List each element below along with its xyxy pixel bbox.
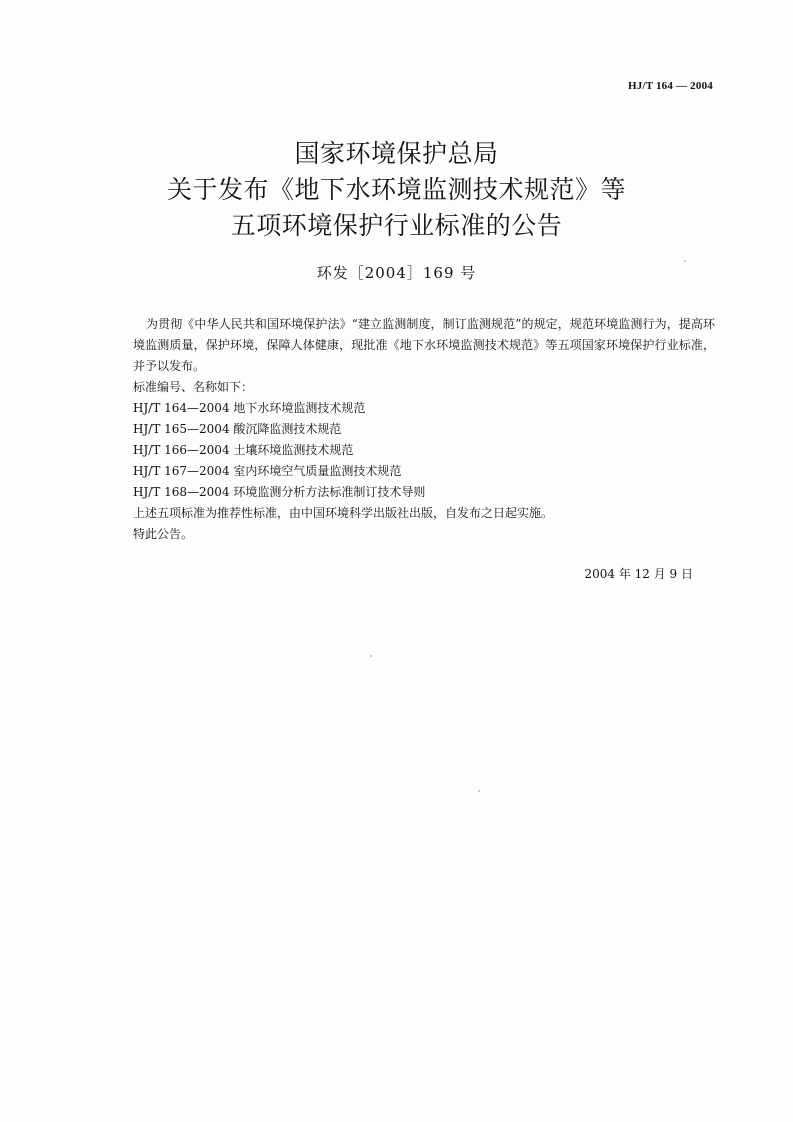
standard-item: HJ/T 168—2004 环境监测分析方法标准制订技术导则: [133, 485, 426, 499]
implementation-note: 上述五项标准为推荐性标准，由中国环境科学出版社出版，自发布之日起实施。: [133, 506, 554, 520]
closing-statement: 特此公告。: [133, 527, 194, 541]
title-line-3: 五项环境保护行业标准的公告: [230, 211, 563, 240]
scan-speck: [478, 790, 480, 792]
announcement-title: [0, 136, 793, 244]
standards-list: [133, 398, 715, 503]
title-line-1: 国家环境保护总局: [294, 139, 499, 168]
issue-number: 环发［2004］169 号: [316, 264, 477, 282]
standards-list-label: 标准编号、名称如下：: [133, 380, 254, 394]
document-code: HJ/T 164 — 2004: [627, 80, 713, 92]
corner-mark: [0, 0, 8, 4]
standard-item: HJ/T 166—2004 土壤环境监测技术规范: [133, 443, 354, 457]
scan-speck: [684, 260, 686, 262]
standard-item: HJ/T 167—2004 室内环境空气质量监测技术规范: [133, 464, 402, 478]
standard-item: HJ/T 164—2004 地下水环境监测技术规范: [133, 401, 366, 415]
intro-paragraph: 为贯彻《中华人民共和国环境保护法》“建立监测制度，制订监测规范”的规定，规范环境监测行为，提高环境监测质量，保护环境，保障人体健康，现批准《地下水环境监测技术规范》等五项国家环境保护行业标准，并予以发布。: [133, 317, 715, 373]
issue-date: 2004 年 12 月 9 日: [584, 567, 693, 581]
announcement-body: [133, 314, 715, 545]
standard-item: HJ/T 165—2004 酸沉降监测技术规范: [133, 422, 342, 436]
scan-speck: [370, 655, 372, 657]
title-line-2: 关于发布《地下水环境监测技术规范》等: [166, 175, 626, 204]
